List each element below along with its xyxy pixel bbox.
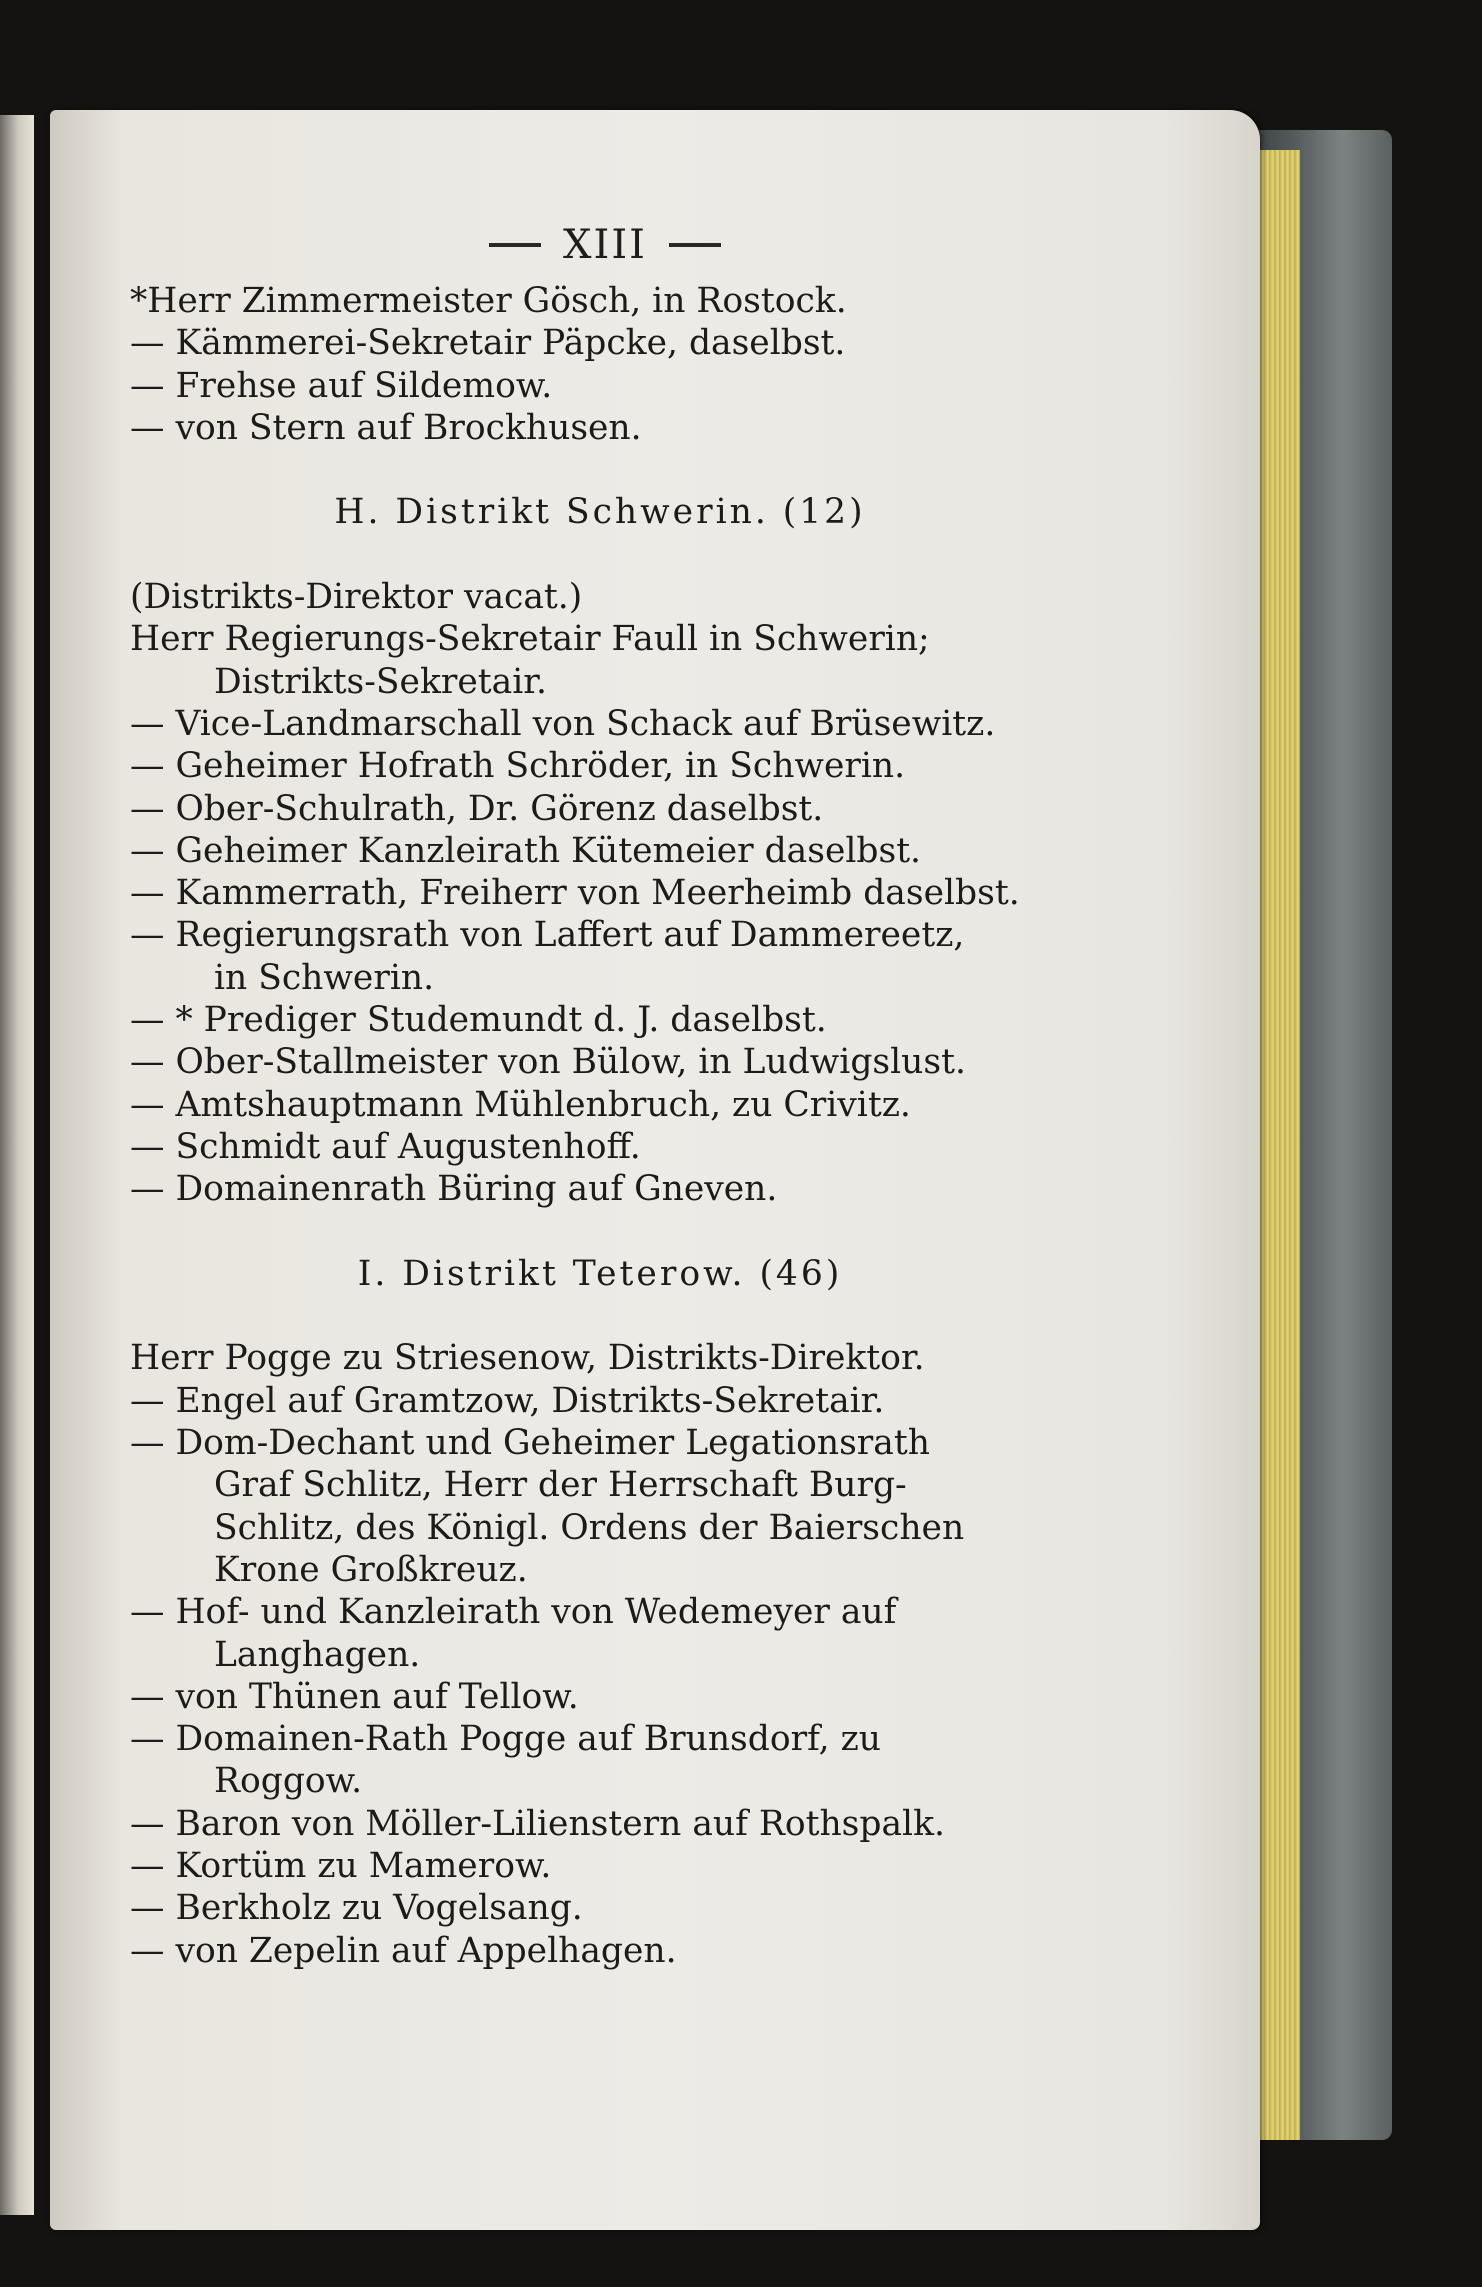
text-line: Graf Schlitz, Herr der Herrschaft Burg- [214,1465,907,1506]
text-line: — * Prediger Studemundt d. J. daselbst. [130,1000,827,1041]
text-line: — Kortüm zu Mamerow. [130,1845,552,1886]
text-line: — Hof- und Kanzleirath von Wedemeyer auf [130,1592,897,1633]
text-line: — Domainenrath Büring auf Gneven. [130,1169,778,1210]
text-line: — Frehse auf Sildemow. [130,365,553,406]
text-line: (Distrikts-Direktor vacat.) [130,577,583,618]
section-heading: H. Distrikt Schwerin. (12) [334,492,866,533]
page-header [440,215,770,275]
blank-line [130,1295,1070,1337]
text-line: — Dom-Dechant und Geheimer Legationsrath [130,1423,930,1464]
text-line: — Berkholz zu Vogelsang. [130,1888,583,1929]
text-line: Langhagen. [214,1634,421,1675]
text-line: Schlitz, des Königl. Ordens der Baierschen [214,1507,965,1548]
text-line: Herr Pogge zu Striesenow, Distrikts-Direktor. [130,1338,925,1379]
blank-line [130,534,1070,576]
section-heading: I. Distrikt Teterow. (46) [357,1253,843,1294]
text-line: — Geheimer Hofrath Schröder, in Schwerin. [130,746,906,787]
text-line: — von Stern auf Brockhusen. [130,407,642,448]
text-line: — Amtshauptmann Mühlenbruch, zu Crivitz. [130,1084,911,1125]
text-line: Roggow. [214,1761,363,1802]
page-number: XIII [563,222,647,268]
header-dash-right [669,243,721,247]
text-line: *Herr Zimmermeister Gösch, in Rostock. [130,281,847,321]
text-line: Herr Regierungs-Sekretair Faull in Schwerin; [130,619,930,660]
text-line: — Engel auf Gramtzow, Distrikts-Sekretair. [130,1380,885,1421]
blank-line [130,449,1070,491]
text-line: — Ober-Schulrath, Dr. Görenz daselbst. [130,788,824,829]
header-dash-left [489,243,541,247]
page-text [130,280,1070,1972]
text-line: — Regierungsrath von Laffert auf Dammereetz, [130,915,965,956]
text-line: in Schwerin. [214,957,435,998]
text-line: — Kämmerei-Sekretair Päpcke, daselbst. [130,323,846,364]
text-line: — Vice-Landmarschall von Schack auf Brüsewitz. [130,703,996,744]
text-line: — Baron von Möller-Lilienstern auf Rothspalk. [130,1803,945,1844]
text-line: Distrikts-Sekretair. [214,661,547,702]
text-line: Krone Großkreuz. [214,1549,528,1590]
text-line: — von Thünen auf Tellow. [130,1676,579,1717]
text-line: — Schmidt auf Augustenhoff. [130,1126,641,1167]
blank-line [130,1211,1070,1253]
text-line: — Domainen-Rath Pogge auf Brunsdorf, zu [130,1719,881,1760]
left-page-edge [0,115,34,2215]
text-line: — von Zepelin auf Appelhagen. [130,1930,677,1971]
text-line: — Geheimer Kanzleirath Kütemeier daselbst. [130,830,922,871]
text-line: — Ober-Stallmeister von Bülow, in Ludwigslust. [130,1042,966,1083]
text-line: — Kammerrath, Freiherr von Meerheimb daselbst. [130,873,1020,914]
